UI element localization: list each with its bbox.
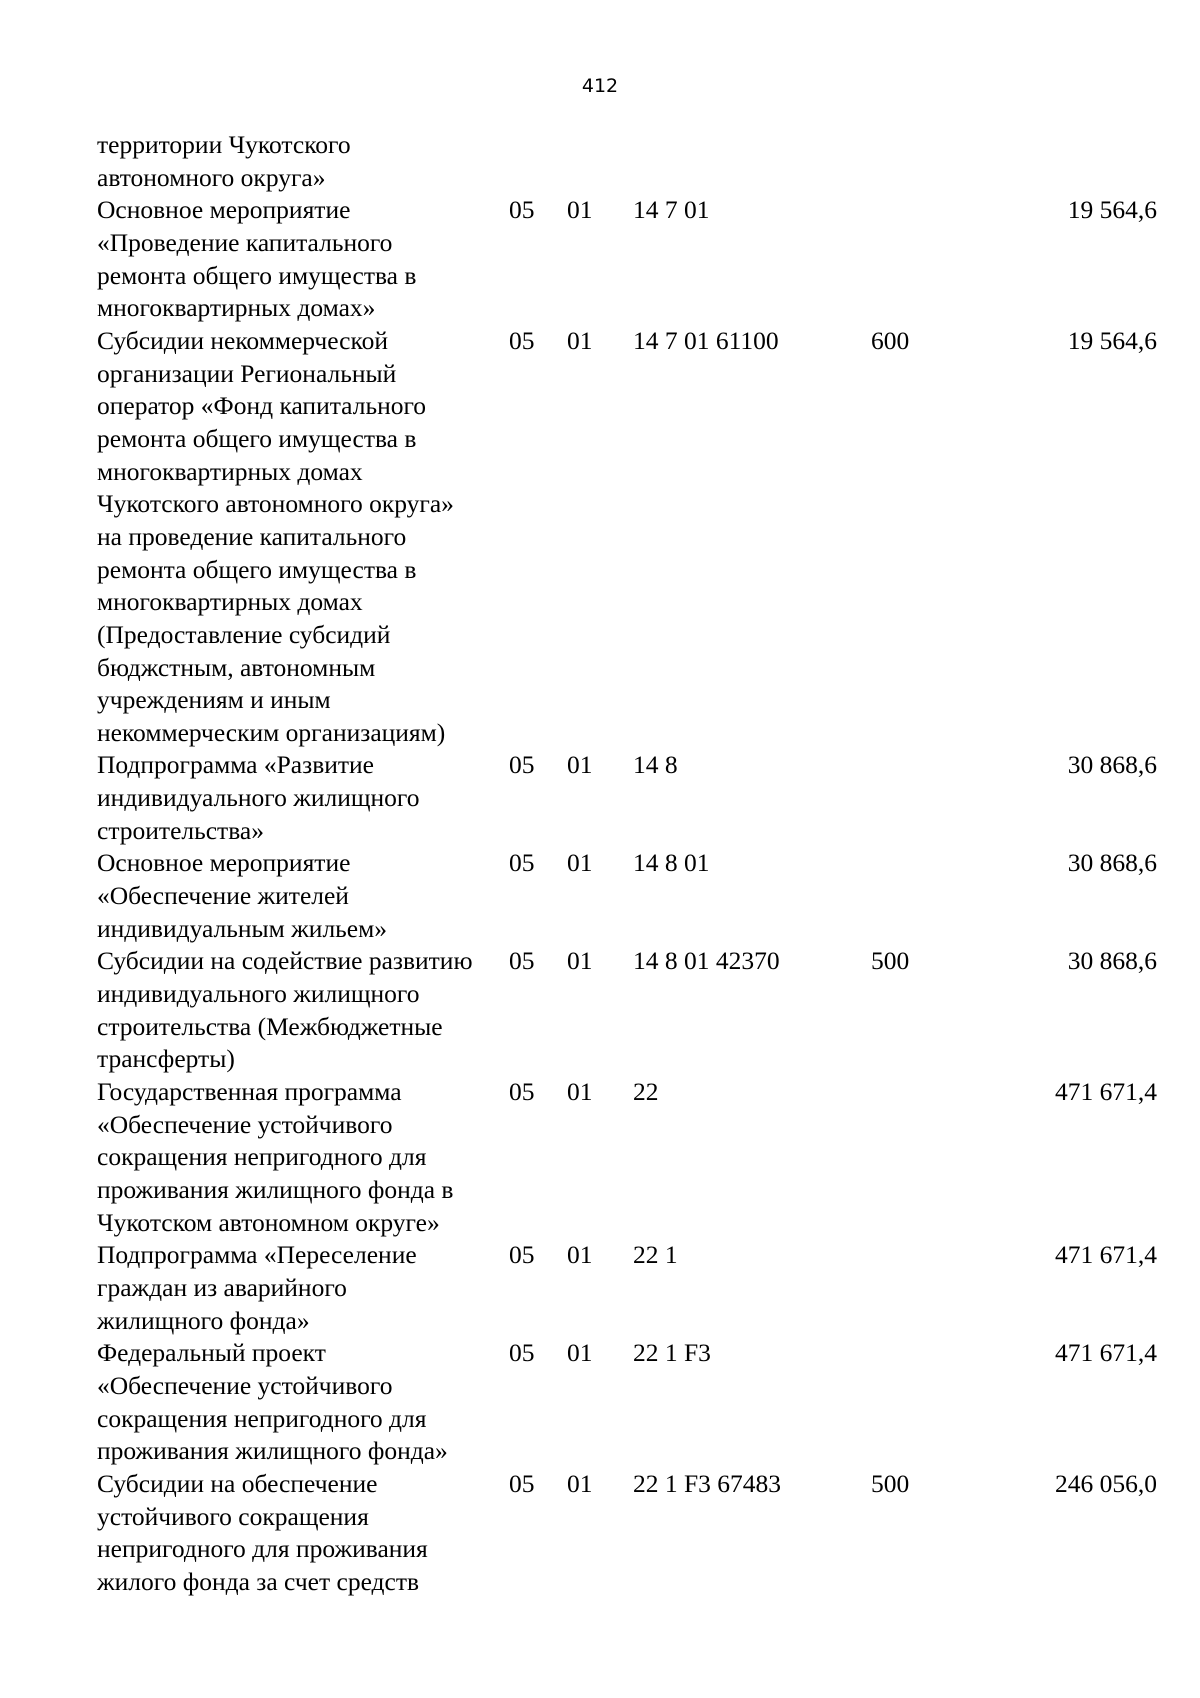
- row-section-code: 05: [509, 1338, 535, 1368]
- row-name: Субсидии на обеспечение устойчивого сокращения непригодного для проживания жилого фонда за счет средств: [97, 1468, 428, 1596]
- row-amount: 19 564,6: [1067, 325, 1157, 355]
- row-name: Субсидии на содействие развитию индивидуального жилищного строительства (Межбюджетные трансферты): [97, 946, 473, 1074]
- row-amount: 246 056,0: [1055, 1468, 1157, 1498]
- row-amount: 30 868,6: [1067, 750, 1157, 780]
- budget-table: [97, 129, 1157, 1599]
- row-section-code: 05: [509, 325, 535, 355]
- table-row: [97, 325, 1157, 750]
- table-row: [97, 194, 1157, 325]
- table-row: [97, 1468, 1157, 1599]
- row-amount: 30 868,6: [1067, 946, 1157, 976]
- row-name: Подпрограмма «Развитие индивидуального жилищного строительства»: [97, 750, 420, 845]
- row-name: территории Чукотского автономного округа»: [97, 130, 351, 192]
- row-expense-type-code: 500: [871, 1468, 910, 1498]
- row-subsection-code: 01: [567, 195, 593, 225]
- row-subsection-code: 01: [567, 946, 593, 976]
- row-section-code: 05: [509, 1468, 535, 1498]
- row-target-article-code: 22 1: [633, 1240, 678, 1270]
- row-subsection-code: 01: [567, 1468, 593, 1498]
- row-name: Основное мероприятие «Обеспечение жителей индивидуальным жильем»: [97, 848, 388, 943]
- table-row: [97, 129, 1157, 194]
- row-section-code: 05: [509, 848, 535, 878]
- table-row: [97, 1239, 1157, 1337]
- row-amount: 471 671,4: [1055, 1338, 1157, 1368]
- row-amount: 19 564,6: [1067, 195, 1157, 225]
- row-section-code: 05: [509, 946, 535, 976]
- row-target-article-code: 14 8: [633, 750, 678, 780]
- row-subsection-code: 01: [567, 1338, 593, 1368]
- row-target-article-code: 14 7 01: [633, 195, 710, 225]
- row-name: Подпрограмма «Переселение граждан из аварийного жилищного фонда»: [97, 1240, 417, 1335]
- row-name: Субсидии некоммерческой организации Региональный оператор «Фонд капитального ремонта общего имущества в многоквартирных домах Чукотского автономного округа» на проведение капитального ремонта общего имущества в многоквартирных домах (Предоставление субсидий бюджстным, автономным учреждениям и иным некоммерческим организациям): [97, 325, 454, 747]
- table-row: [97, 1076, 1157, 1239]
- row-name: Основное мероприятие «Проведение капитального ремонта общего имущества в многоквартирных домах»: [97, 195, 417, 323]
- row-subsection-code: 01: [567, 325, 593, 355]
- table-row: [97, 1337, 1157, 1468]
- row-target-article-code: 14 7 01 61100: [633, 325, 779, 355]
- row-target-article-code: 22 1 F3: [633, 1338, 711, 1368]
- row-subsection-code: 01: [567, 848, 593, 878]
- row-expense-type-code: 500: [871, 946, 910, 976]
- row-target-article-code: 14 8 01: [633, 848, 710, 878]
- row-section-code: 05: [509, 1077, 535, 1107]
- row-target-article-code: 22 1 F3 67483: [633, 1468, 782, 1498]
- table-row: [97, 749, 1157, 847]
- row-expense-type-code: 600: [871, 325, 910, 355]
- page-number: 412: [581, 75, 619, 97]
- table-row: [97, 847, 1157, 945]
- row-target-article-code: 22: [633, 1077, 659, 1107]
- table-row: [97, 945, 1157, 1076]
- row-name: Федеральный проект «Обеспечение устойчивого сокращения непригодного для проживания жилищного фонда»: [97, 1338, 448, 1466]
- row-target-article-code: 14 8 01 42370: [633, 946, 780, 976]
- row-section-code: 05: [509, 1240, 535, 1270]
- row-section-code: 05: [509, 195, 535, 225]
- row-subsection-code: 01: [567, 1240, 593, 1270]
- row-name: Государственная программа «Обеспечение устойчивого сокращения непригодного для проживания жилищного фонда в Чукотском автономном округе»: [97, 1077, 454, 1237]
- row-amount: 471 671,4: [1055, 1240, 1157, 1270]
- row-section-code: 05: [509, 750, 535, 780]
- row-amount: 30 868,6: [1067, 848, 1157, 878]
- row-subsection-code: 01: [567, 1077, 593, 1107]
- row-amount: 471 671,4: [1055, 1077, 1157, 1107]
- row-subsection-code: 01: [567, 750, 593, 780]
